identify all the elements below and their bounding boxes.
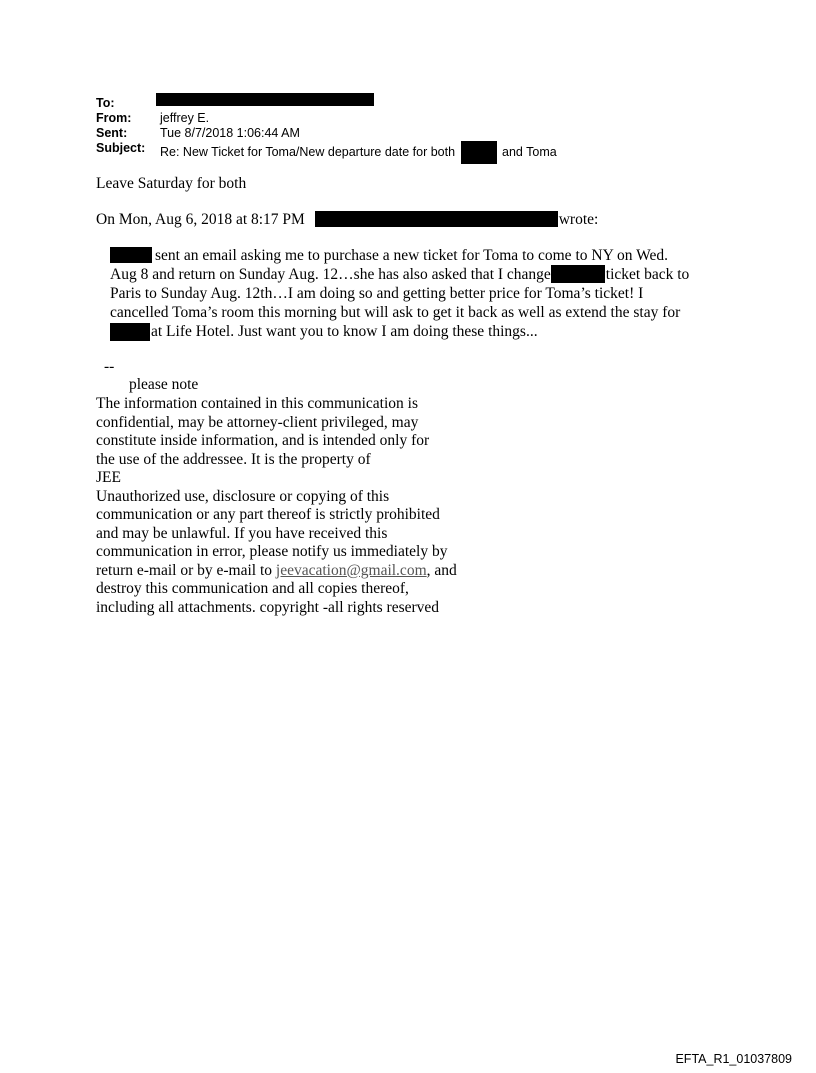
- sent-label: Sent:: [96, 126, 128, 140]
- quoted-line: Paris to Sunday Aug. 12th…I am doing so and getting better price for Toma’s ticket! I: [110, 285, 644, 302]
- quote-intro: [96, 211, 598, 229]
- disclaimer-line: [96, 562, 457, 581]
- from-label: From:: [96, 111, 132, 125]
- subject-value: [160, 141, 557, 164]
- quoted-line-text: ticket back to: [605, 266, 690, 283]
- document-id: EFTA_R1_01037809: [675, 1052, 792, 1066]
- disclaimer-line: destroy this communication and all copies thereof,: [96, 580, 409, 597]
- quoted-line: cancelled Toma’s room this morning but will ask to get it back as well as extend the stay for: [110, 304, 681, 321]
- sent-row: [96, 126, 656, 141]
- disclaimer-line: Unauthorized use, disclosure or copying of this: [96, 487, 390, 505]
- from-value: jeffrey E.: [160, 111, 210, 125]
- signature-dash: --: [104, 358, 115, 375]
- sent-value: Tue 8/7/2018 1:06:44 AM: [160, 126, 300, 140]
- quote-wrote-text: wrote:: [558, 211, 599, 228]
- disclaimer-line: communication in error, please notify us immediately by: [96, 543, 448, 560]
- redaction-box: [156, 93, 374, 106]
- quote-intro-text: On Mon, Aug 6, 2018 at 8:17 PM: [96, 211, 305, 228]
- email-header: [96, 96, 656, 160]
- confidentiality-disclaimer: [96, 395, 457, 617]
- disclaimer-line: the use of the addressee. It is the property of: [96, 450, 371, 468]
- quoted-line-text: Aug 8 and return on Sunday Aug. 12…she has also asked that I change: [110, 266, 551, 283]
- redaction-box: [110, 247, 152, 263]
- subject-text-start: Re: New Ticket for Toma/New departure date for both: [160, 145, 456, 159]
- redaction-box: [461, 141, 497, 164]
- to-label: To:: [96, 96, 115, 110]
- redaction-box: [110, 323, 150, 341]
- subject-label: Subject:: [96, 141, 146, 155]
- disclaimer-line: confidential, may be attorney-client privileged, may: [96, 413, 419, 431]
- subject-row: [96, 141, 656, 161]
- disclaimer-text: return e-mail or by e-mail to: [96, 561, 273, 579]
- quoted-line: [110, 322, 689, 341]
- quoted-line-text: at Life Hotel. Just want you to know I am doing these things...: [151, 323, 538, 340]
- disclaimer-line: JEE: [96, 469, 121, 486]
- subject-text-end: and Toma: [502, 145, 557, 159]
- quoted-line: [110, 265, 689, 284]
- from-row: [96, 111, 656, 126]
- disclaimer-line: constitute inside information, and is intended only for: [96, 432, 430, 449]
- disclaimer-text: , and: [426, 561, 457, 579]
- signature-note: please note: [129, 376, 199, 393]
- disclaimer-line: including all attachments. copyright -all rights reserved: [96, 598, 440, 616]
- redaction-box: [551, 265, 605, 283]
- redaction-box: [315, 211, 558, 227]
- disclaimer-line: and may be unlawful. If you have received this: [96, 524, 388, 542]
- quoted-line: [110, 246, 689, 265]
- disclaimer-line: communication or any part thereof is strictly prohibited: [96, 506, 440, 523]
- quoted-line-text: sent an email asking me to purchase a new ticket for Toma to come to NY on Wed.: [155, 247, 669, 264]
- email-link[interactable]: jeevacation@gmail.com: [275, 561, 427, 579]
- disclaimer-line: The information contained in this communication is: [96, 395, 418, 412]
- to-row: [96, 96, 656, 111]
- quoted-message: [110, 246, 689, 341]
- reply-text: Leave Saturday for both: [96, 175, 247, 192]
